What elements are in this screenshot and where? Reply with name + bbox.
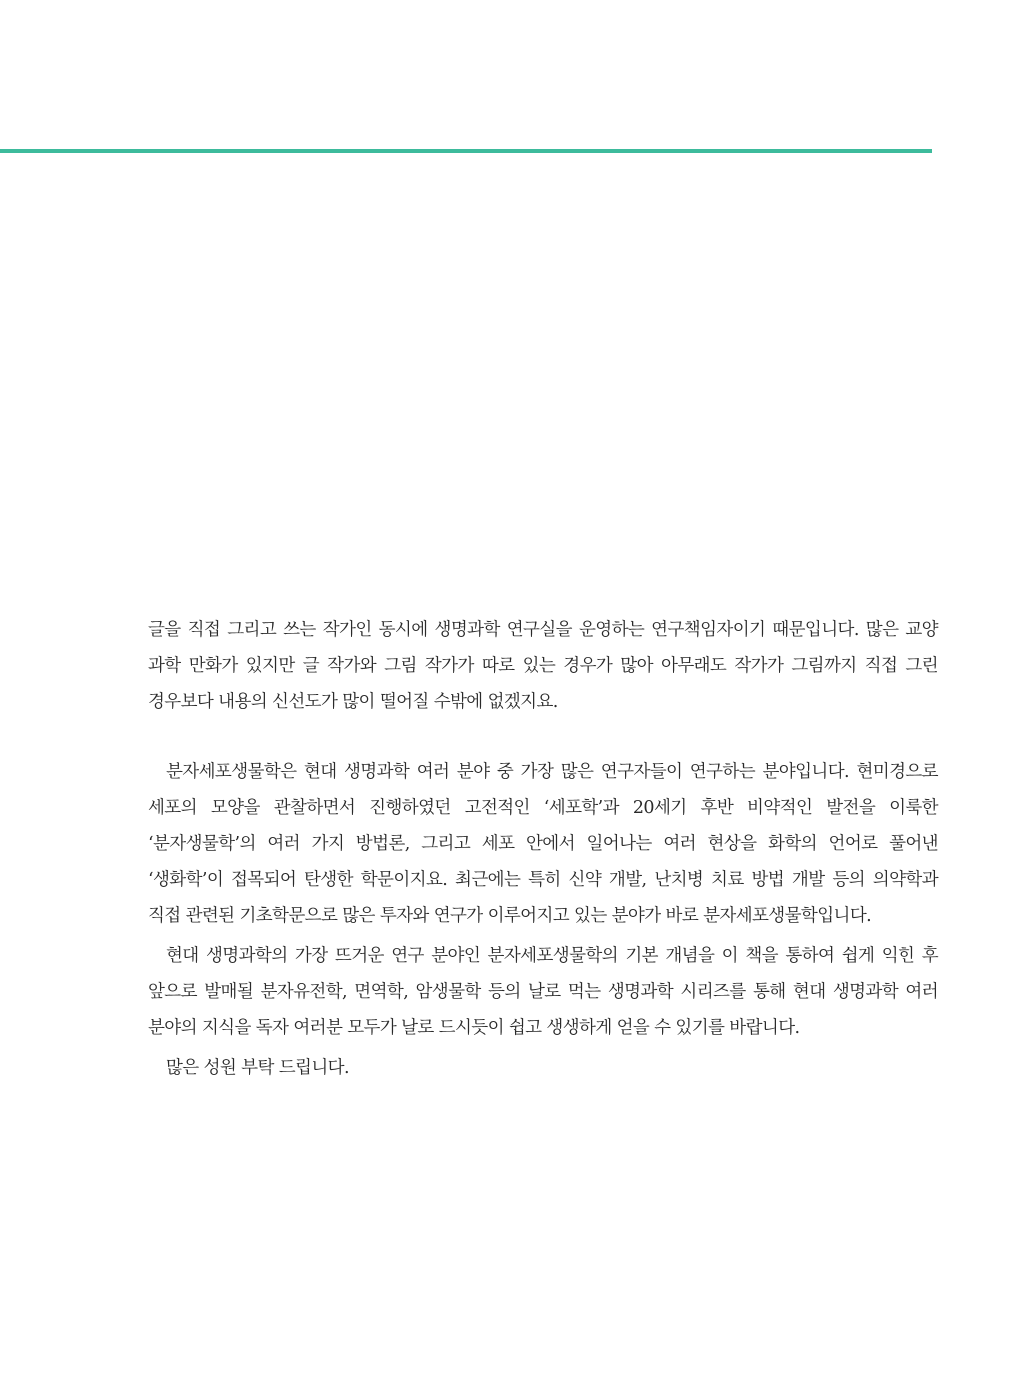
top-accent-rule bbox=[0, 149, 932, 153]
paragraph-closing: 많은 성원 부탁 드립니다. bbox=[166, 1058, 349, 1078]
paragraph-series-hope: 현대 생명과학의 가장 뜨거운 연구 분야인 분자세포생물학의 기본 개념을 이 책을 통하여 쉽게 익힌 후 앞으로 발매될 분자유전학, 면역학, 암생물학 등의 날로 먹는 생명과학 시리즈를 통해 현대 생명과학 여러 분야의 지식을 독자 여러분 모두가 날로 드시듯이 쉽고 생생하게 얻을 수 있기를 바랍니다. bbox=[148, 946, 938, 1038]
body-text bbox=[148, 612, 938, 1086]
paragraph-cell-biology: 분자세포생물학은 현대 생명과학 여러 분야 중 가장 많은 연구자들이 연구하는 분야입니다. 현미경으로 세포의 모양을 관찰하면서 진행하였던 고전적인 ‘세포학’과 20세기 후반 비약적인 발전을 이룩한 ‘분자생물학’의 여러 가지 방법론, 그리고 세포 안에서 일어나는 여러 현상을 화학의 언어로 풀어낸 ‘생화학’이 접목되어 탄생한 학문이지요. 최근에는 특히 신약 개발, 난치병 치료 방법 개발 등의 의약학과 직접 관련된 기초학문으로 많은 투자와 연구가 이루어지고 있는 분야가 바로 분자세포생물학입니다. bbox=[148, 762, 938, 926]
paragraph-spacer bbox=[148, 720, 938, 754]
paragraph-continuation: 글을 직접 그리고 쓰는 작가인 동시에 생명과학 연구실을 운영하는 연구책임자이기 때문입니다. 많은 교양 과학 만화가 있지만 글 작가와 그림 작가가 따로 있는 경우가 많아 아무래도 작가가 그림까지 직접 그린 경우보다 내용의 신선도가 많이 떨어질 수밖에 없겠지요. bbox=[148, 620, 938, 712]
